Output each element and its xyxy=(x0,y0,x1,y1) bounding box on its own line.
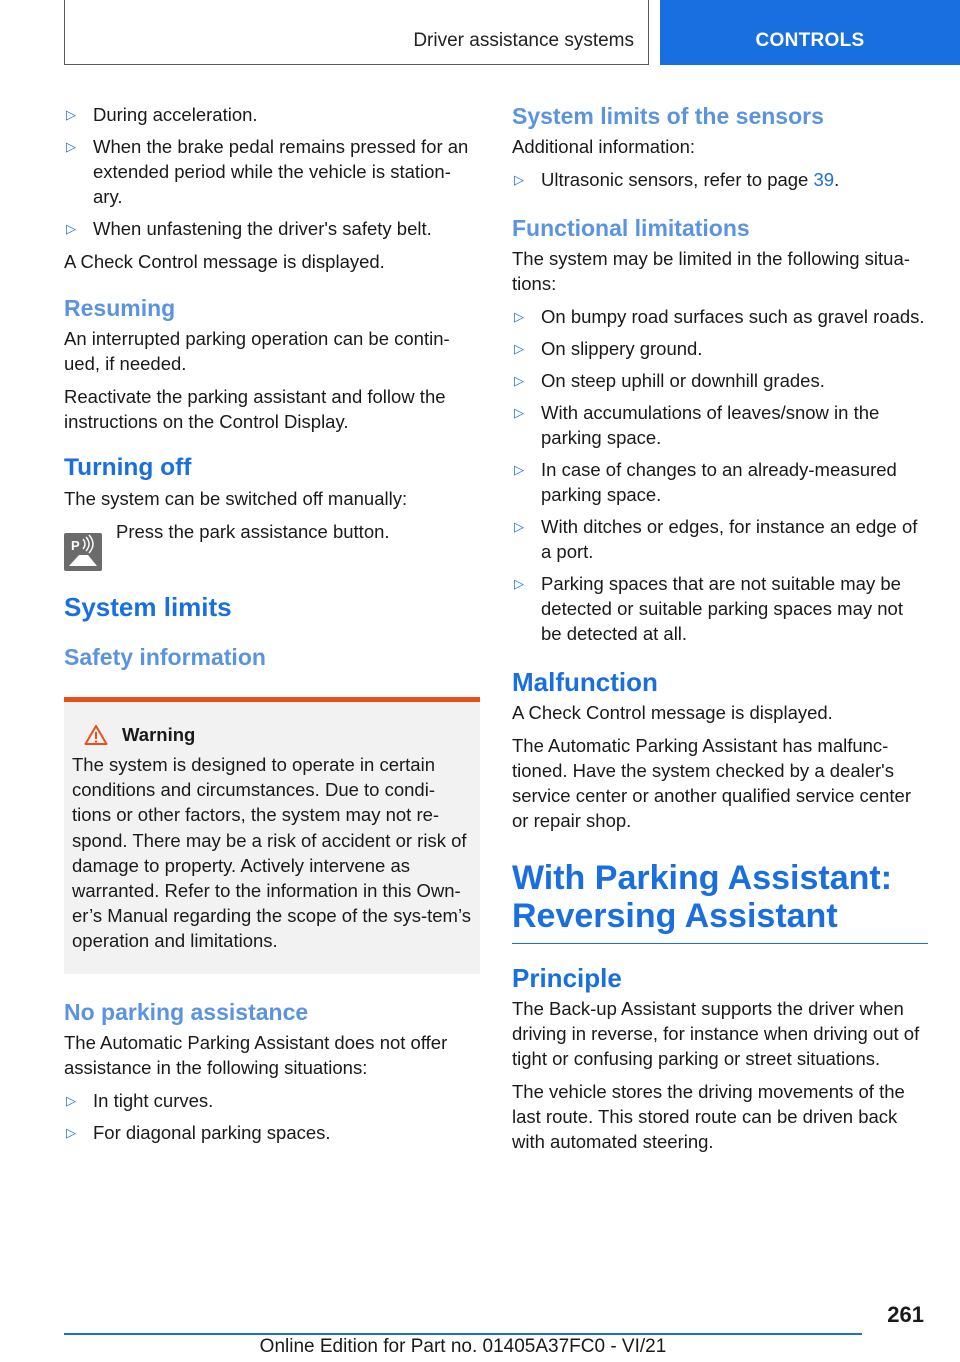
sensors-list xyxy=(512,167,928,192)
bullet-triangle-icon: ▷ xyxy=(514,576,524,591)
functional-text: The system may be limited in the following situa-tions: xyxy=(512,248,910,294)
no-parking-list xyxy=(64,1088,480,1145)
list-item: ▷ In tight curves. xyxy=(66,1089,214,1111)
principle-text-1: The Back-up Assistant supports the driver when driving in reverse, for instance when driving out of tight or confusing parking or street situations. xyxy=(512,998,920,1069)
chapter-tab xyxy=(660,0,960,65)
warning-text: The system is designed to operate in certain conditions and circumstances. Due to condi-tions or other factors, the system may not re-spond. There may be a risk of accident or risk of damage to property. Actively intervene as warranted. Refer to the information in this Own-er’s Manual regarding the scope of the sys-tem’s operation and limitations. xyxy=(72,754,471,952)
bullet-triangle-icon: ▷ xyxy=(514,373,524,388)
list-item: ▷ When unfastening the driver's safety belt. xyxy=(66,218,432,239)
header-section-tab xyxy=(64,0,649,65)
list-item: ▷ Ultrasonic sensors, refer to page 39. xyxy=(514,169,840,190)
list-item: ▷ With ditches or edges, for instance an edge of a port. xyxy=(514,516,918,562)
section-title: Driver assistance systems xyxy=(413,30,634,51)
check-control-text: A Check Control message is displayed. xyxy=(64,251,385,272)
interruption-list xyxy=(64,102,480,241)
park-button-instruction xyxy=(64,519,480,571)
bullet-triangle-icon: ▷ xyxy=(66,107,76,122)
list-item: ▷ During acceleration. xyxy=(66,104,258,125)
list-item: ▷ Parking spaces that are not suitable may be detected or suitable parking spaces may not be detected at all. xyxy=(514,573,903,644)
heading-system-limits: System limits xyxy=(64,592,232,622)
footer-divider xyxy=(64,1333,862,1335)
sensors-text: Additional information: xyxy=(512,136,696,157)
edition-text: Online Edition for Part no. 01405A37FC0 - VI/21 xyxy=(259,1336,667,1357)
heading-functional-limitations: Functional limitations xyxy=(512,215,750,241)
heading-principle: Principle xyxy=(512,963,622,993)
heading-no-parking-assistance: No parking assistance xyxy=(64,998,309,1025)
page-number: 261 xyxy=(887,1302,924,1327)
bullet-triangle-icon: ▷ xyxy=(66,139,76,154)
svg-text:P: P xyxy=(71,538,80,553)
bullet-triangle-icon: ▷ xyxy=(514,519,524,534)
bullet-triangle-icon: ▷ xyxy=(514,462,524,477)
heading-resuming: Resuming xyxy=(64,295,176,321)
principle-text-2: The vehicle stores the driving movements of the last route. This stored route can be driven back with automated steering. xyxy=(512,1081,905,1152)
list-item: ▷ On bumpy road surfaces such as gravel roads. xyxy=(514,306,925,327)
turning-off-text: The system can be switched off manually: xyxy=(64,488,408,509)
heading-reversing-assistant: With Parking Assistant: Reversing Assistant xyxy=(512,859,928,944)
heading-turning-off: Turning off xyxy=(64,454,192,481)
list-item: ▷ With accumulations of leaves/snow in the parking space. xyxy=(514,402,880,448)
heading-sensor-limits: System limits of the sensors xyxy=(512,103,824,129)
bullet-triangle-icon: ▷ xyxy=(514,172,524,187)
bullet-triangle-icon: ▷ xyxy=(514,309,524,324)
left-column xyxy=(64,102,480,1153)
heading-safety-information: Safety information xyxy=(64,644,266,670)
park-button-text: Press the park assistance button. xyxy=(116,521,390,542)
bullet-triangle-icon: ▷ xyxy=(514,405,524,420)
bullet-triangle-icon: ▷ xyxy=(514,341,524,356)
resuming-text-2: Reactivate the parking assistant and follow the instructions on the Control Display. xyxy=(64,386,446,432)
warning-header xyxy=(84,724,472,746)
list-item: ▷ On steep uphill or downhill grades. xyxy=(514,370,825,391)
no-parking-text: The Automatic Parking Assistant does not offer assistance in the following situations: xyxy=(64,1031,448,1078)
right-column xyxy=(512,102,928,1162)
list-item: ▷ When the brake pedal remains pressed for an extended period while the vehicle is station-ary. xyxy=(66,136,469,207)
warning-title: Warning xyxy=(122,724,196,745)
malfunction-text-1: A Check Control message is displayed. xyxy=(512,702,833,723)
bullet-triangle-icon: ▷ xyxy=(66,221,76,236)
warning-triangle-icon xyxy=(84,724,108,746)
functional-list xyxy=(512,304,928,646)
resuming-text-1: An interrupted parking operation can be contin-ued, if needed. xyxy=(64,328,450,374)
warning-box xyxy=(64,697,480,974)
list-item: ▷ On slippery ground. xyxy=(514,338,703,359)
park-assistance-button-icon xyxy=(64,533,102,571)
heading-malfunction: Malfunction xyxy=(512,667,658,697)
malfunction-text-2: The Automatic Parking Assistant has malfunc-tioned. Have the system checked by a dealer's service center or another qualified service center or repair shop. xyxy=(512,735,911,831)
bullet-triangle-icon: ▷ xyxy=(66,1124,76,1140)
chapter-title: CONTROLS xyxy=(755,30,865,51)
list-item: ▷ In case of changes to an already-measured parking space. xyxy=(514,459,897,505)
list-item: ▷ For diagonal parking spaces. xyxy=(66,1121,331,1143)
page-reference-link[interactable]: 39 xyxy=(813,169,835,190)
bullet-triangle-icon: ▷ xyxy=(66,1092,76,1108)
